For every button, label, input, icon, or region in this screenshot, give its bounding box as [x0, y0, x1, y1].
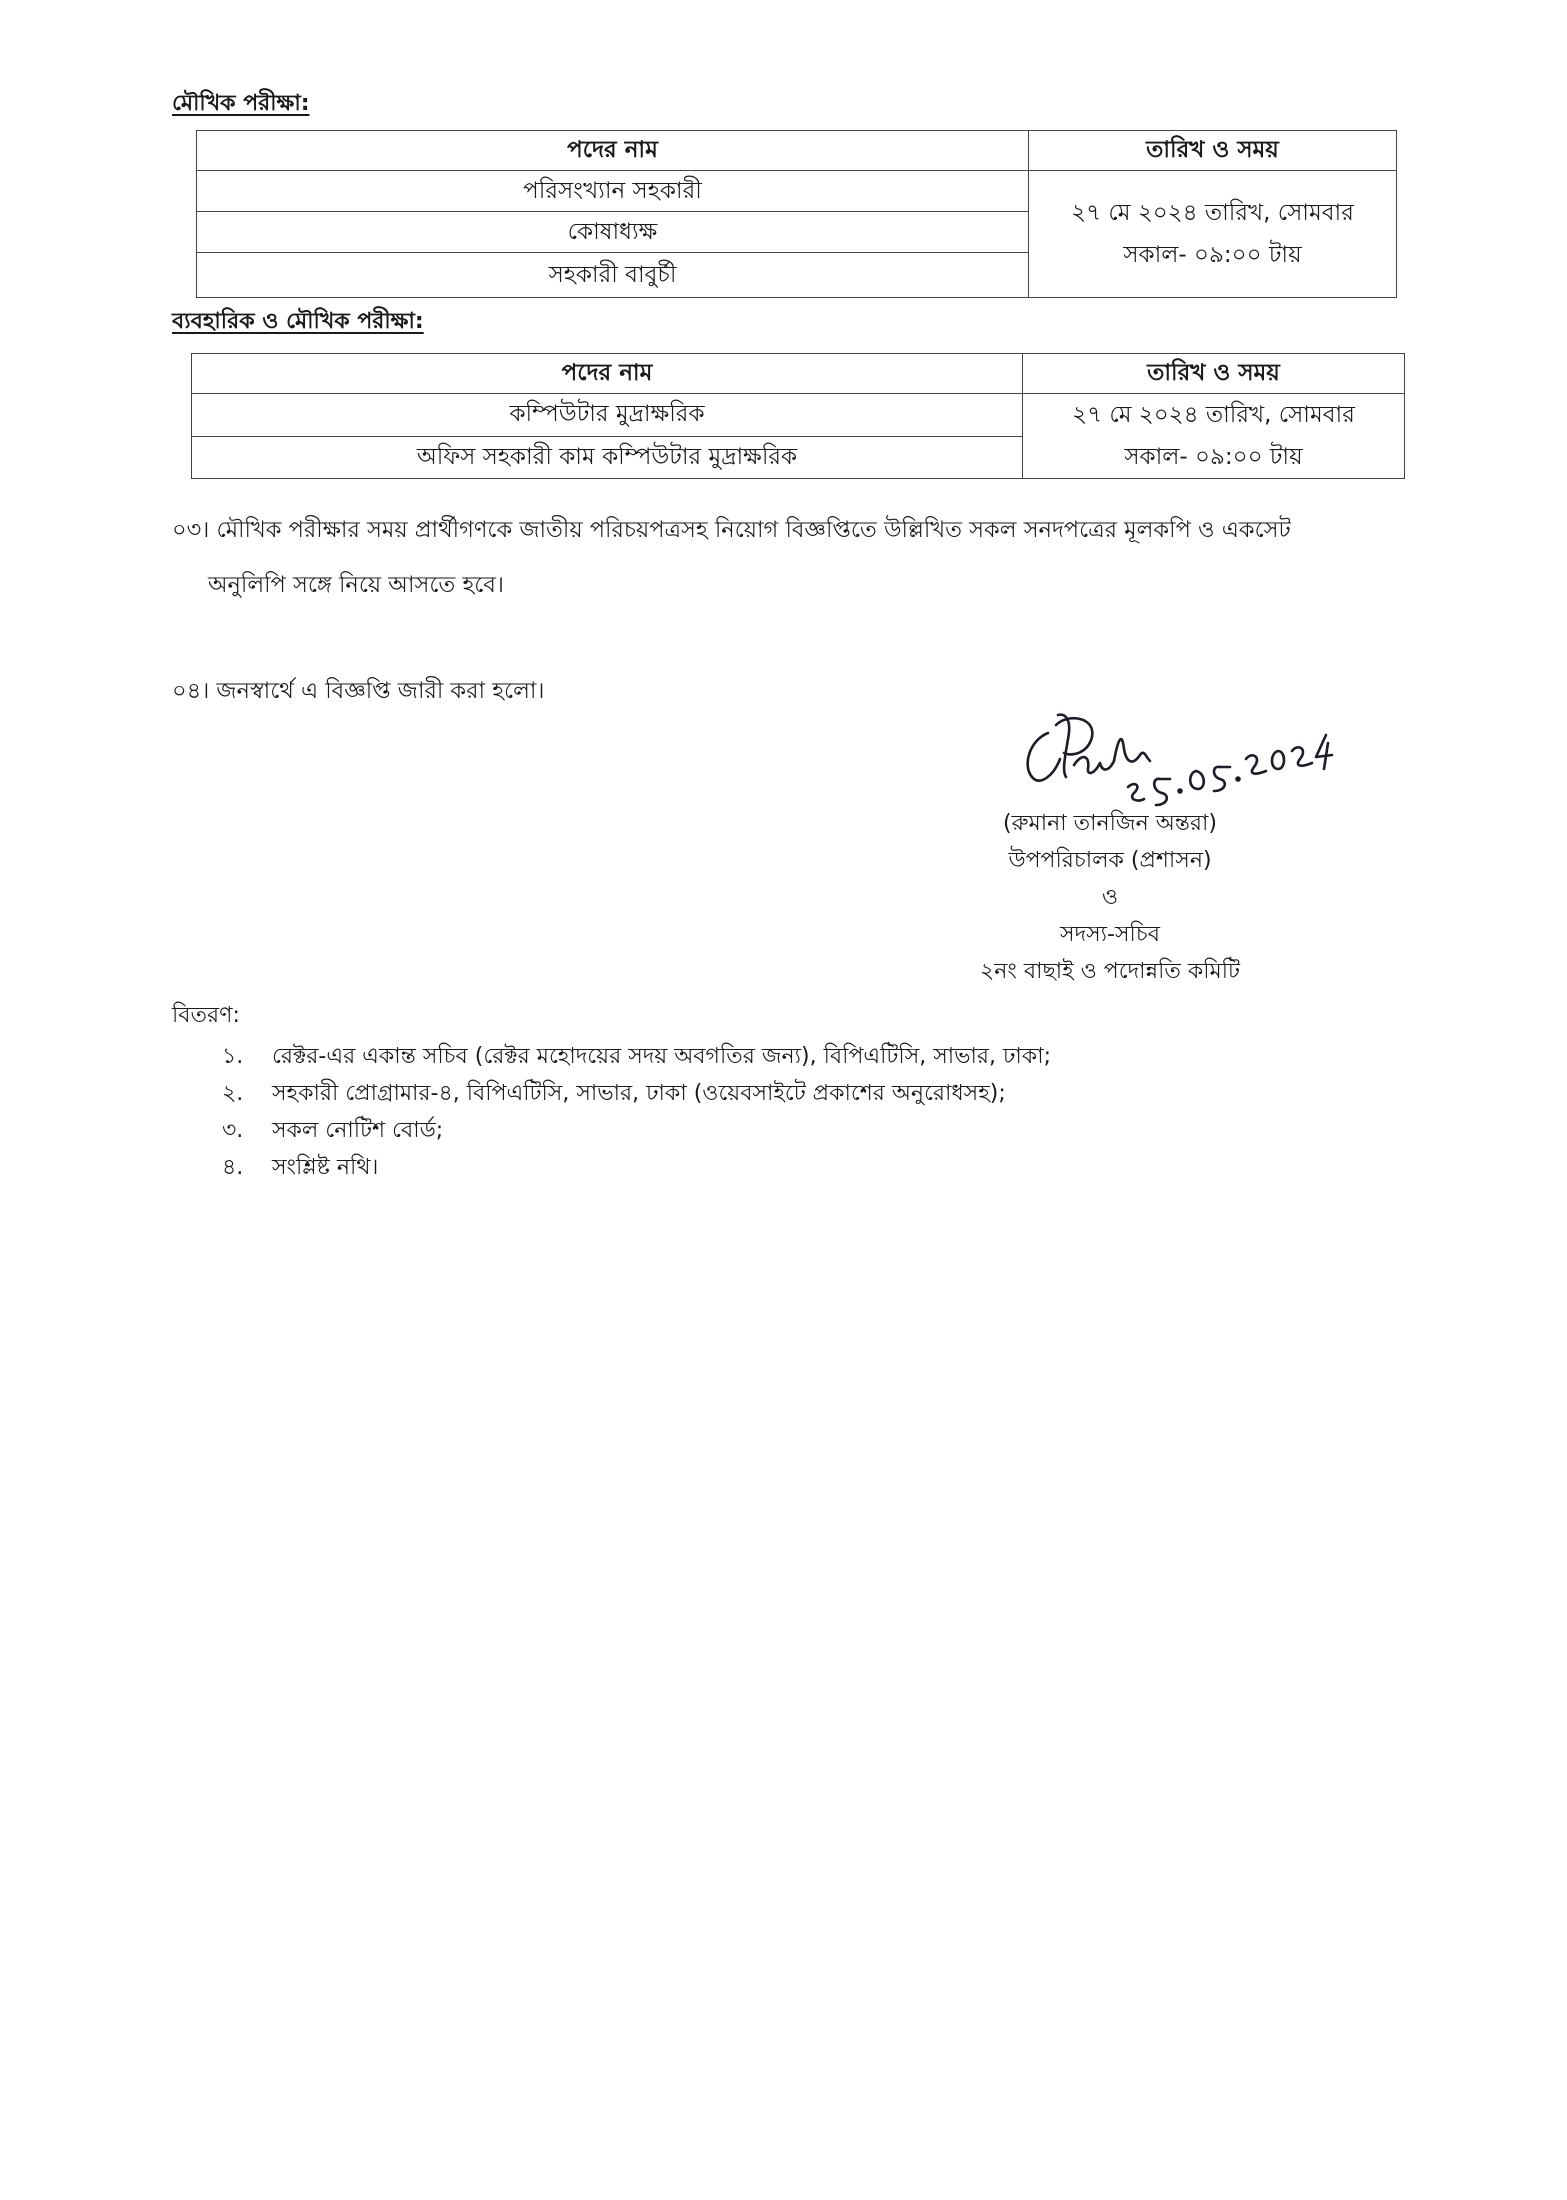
signatory-conjunction: ও [1101, 885, 1119, 910]
paragraph-03-line-2: অনুলিপি সঙ্গে নিয়ে আসতে হবে। [208, 572, 504, 598]
item-text: সংশ্লিষ্ট নথি। [272, 1155, 379, 1180]
item-number: ২. [222, 1081, 244, 1106]
exam-date: ২৭ মে ২০২৪ তারিখ, সোমবার [1072, 402, 1355, 428]
distribution-list [222, 1038, 1051, 1186]
item-number: ৩. [222, 1118, 244, 1143]
datetime-cell [1029, 171, 1397, 298]
signatory-role: সদস্য-সচিব [1060, 922, 1160, 947]
paragraph-04: ০৪। জনস্বার্থে এ বিজ্ঞপ্তি জারী করা হলো। [172, 678, 545, 704]
column-header-datetime: তারিখ ও সময় [1029, 131, 1397, 171]
exam-time: সকাল- ০৯:০০ টায় [1124, 444, 1303, 470]
post-cell: পরিসংখ্যান সহকারী [197, 171, 1029, 212]
column-header-datetime: তারিখ ও সময় [1023, 354, 1405, 394]
item-number: ১. [222, 1044, 244, 1069]
post-cell: অফিস সহকারী কাম কম্পিউটার মুদ্রাক্ষরিক [192, 436, 1023, 479]
item-text: রেক্টর-এর একান্ত সচিব (রেক্টর মহোদয়ের সদয় অবগতির জন্য), বিপিএটিসি, সাভার, ঢাকা; [272, 1044, 1051, 1069]
datetime-cell [1023, 394, 1405, 479]
distribution-title: বিতরণ: [172, 1003, 240, 1028]
signatory-committee: ২নং বাছাই ও পদোন্নতি কমিটি [979, 959, 1241, 984]
signature-block [860, 805, 1360, 990]
distribution-item [222, 1112, 1051, 1149]
item-number: ৪. [222, 1155, 244, 1180]
post-cell: সহকারী বাবুর্চী [197, 253, 1029, 298]
handwritten-signature [1010, 695, 1340, 820]
practical-exam-table [191, 353, 1405, 479]
distribution-item [222, 1038, 1051, 1075]
signatory-name: (রুমানা তানজিন অন্তরা) [1003, 811, 1217, 836]
oral-exam-table [196, 130, 1397, 298]
item-text: সহকারী প্রোগ্রামার-৪, বিপিএটিসি, সাভার, ঢাকা (ওয়েবসাইটে প্রকাশের অনুরোধসহ); [272, 1081, 1006, 1106]
column-header-post: পদের নাম [192, 354, 1023, 394]
exam-time: সকাল- ০৯:০০ টায় [1123, 242, 1302, 268]
item-text: সকল নোটিশ বোর্ড; [272, 1118, 444, 1143]
post-cell: কোষাধ্যক্ষ [197, 212, 1029, 253]
oral-exam-title: মৌখিক পরীক্ষা: [172, 91, 310, 116]
paragraph-03-line-1: ০৩। মৌখিক পরীক্ষার সময় প্রার্থীগণকে জাতীয় পরিচয়পত্রসহ নিয়োগ বিজ্ঞপ্তিতে উল্লিখিত সকল সনদপত্রের মূলকপি ও একসেট [172, 517, 1291, 543]
signatory-designation: উপপরিচালক (প্রশাসন) [1008, 848, 1212, 873]
distribution-item [222, 1149, 1051, 1186]
post-cell: কম্পিউটার মুদ্রাক্ষরিক [192, 394, 1023, 437]
exam-date: ২৭ মে ২০২৪ তারিখ, সোমবার [1071, 200, 1354, 226]
practical-exam-title: ব্যবহারিক ও মৌখিক পরীক্ষা: [172, 309, 424, 334]
column-header-post: পদের নাম [197, 131, 1029, 171]
distribution-item [222, 1075, 1051, 1112]
